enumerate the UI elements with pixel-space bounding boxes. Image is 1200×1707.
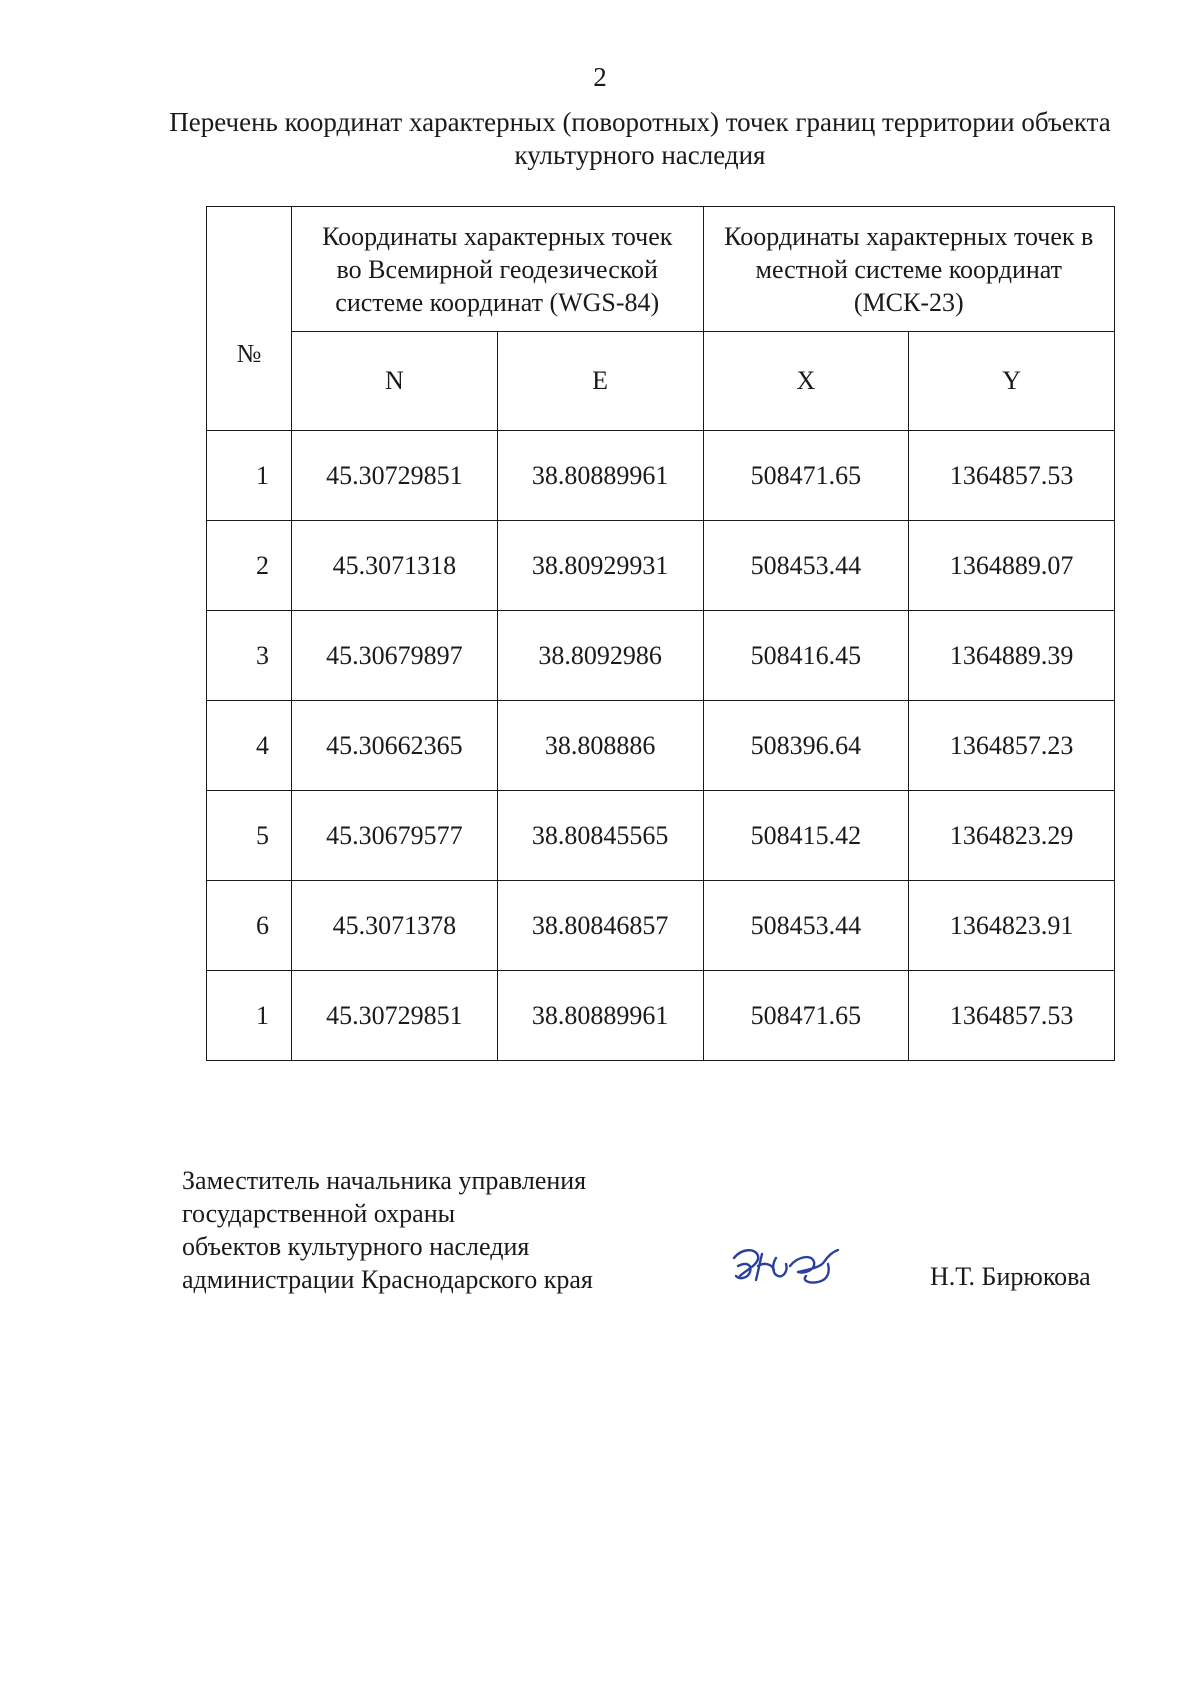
signatory-position [182, 1164, 593, 1296]
cell-y: 1364857.53 [909, 971, 1115, 1061]
cell-number: 6 [207, 881, 292, 971]
cell-y: 1364889.07 [909, 521, 1115, 611]
document-title: Перечень координат характерных (поворотных) точек границ территории объекта культурного наследия [169, 107, 1111, 170]
cell-x: 508416.45 [703, 611, 909, 701]
cell-number: 3 [207, 611, 292, 701]
page-number: 2 [593, 62, 607, 92]
cell-e: 38.80846857 [497, 881, 703, 971]
cell-y: 1364889.39 [909, 611, 1115, 701]
cell-e: 38.80845565 [497, 791, 703, 881]
cell-n: 45.30729851 [292, 971, 498, 1061]
table-row [207, 611, 1115, 701]
table-subheader-row [207, 332, 1115, 431]
cell-e: 38.8092986 [497, 611, 703, 701]
cell-y: 1364857.53 [909, 431, 1115, 521]
header-y: Y [909, 332, 1115, 431]
table-row [207, 431, 1115, 521]
handwritten-signature [728, 1236, 858, 1296]
cell-x: 508453.44 [703, 521, 909, 611]
signatory-name: Н.Т. Бирюкова [930, 1262, 1091, 1291]
cell-number: 4 [207, 701, 292, 791]
cell-n: 45.30662365 [292, 701, 498, 791]
signatory-position-line: Заместитель начальника управления [182, 1166, 587, 1195]
table-row [207, 791, 1115, 881]
table-row [207, 521, 1115, 611]
cell-e: 38.80889961 [497, 431, 703, 521]
cell-x: 508471.65 [703, 971, 909, 1061]
signatory-position-line: администрации Краснодарского края [182, 1265, 593, 1294]
cell-x: 508415.42 [703, 791, 909, 881]
cell-y: 1364857.23 [909, 701, 1115, 791]
header-n: N [292, 332, 498, 431]
table-row [207, 971, 1115, 1061]
cell-y: 1364823.29 [909, 791, 1115, 881]
cell-x: 508471.65 [703, 431, 909, 521]
cell-x: 508396.64 [703, 701, 909, 791]
cell-number: 2 [207, 521, 292, 611]
cell-n: 45.30729851 [292, 431, 498, 521]
cell-x: 508453.44 [703, 881, 909, 971]
header-e: E [497, 332, 703, 431]
cell-n: 45.3071378 [292, 881, 498, 971]
cell-n: 45.30679577 [292, 791, 498, 881]
header-x: X [703, 332, 909, 431]
cell-n: 45.3071318 [292, 521, 498, 611]
cell-e: 38.80889961 [497, 971, 703, 1061]
table-row [207, 881, 1115, 971]
cell-e: 38.808886 [497, 701, 703, 791]
header-msk23-group: Координаты характерных точек в местной системе координат (МСК-23) [703, 207, 1115, 332]
cell-number: 1 [207, 971, 292, 1061]
cell-e: 38.80929931 [497, 521, 703, 611]
header-wgs84-group: Координаты характерных точек во Всемирной геодезической системе координат (WGS-84) [292, 207, 704, 332]
header-number: № [207, 207, 292, 431]
table-header-row [207, 207, 1115, 332]
cell-number: 1 [207, 431, 292, 521]
table-row [207, 701, 1115, 791]
signatory-position-line: объектов культурного наследия [182, 1232, 530, 1261]
cell-n: 45.30679897 [292, 611, 498, 701]
cell-y: 1364823.91 [909, 881, 1115, 971]
coordinates-table [206, 206, 1115, 1061]
cell-number: 5 [207, 791, 292, 881]
signatory-position-line: государственной охраны [182, 1199, 456, 1228]
